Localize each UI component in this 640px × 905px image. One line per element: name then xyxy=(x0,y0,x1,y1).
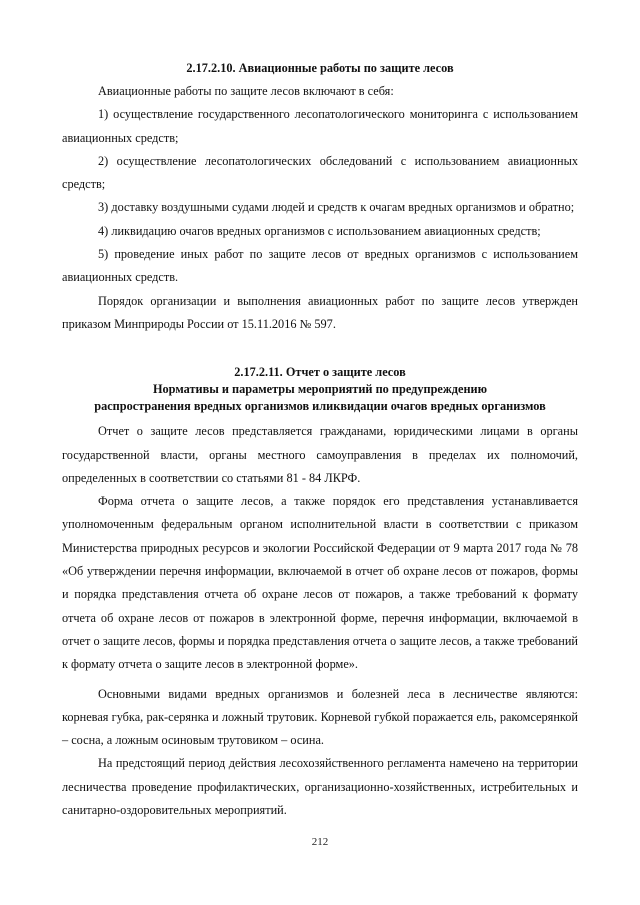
paragraph: Основными видами вредных организмов и болезней леса в лесничестве являются: корневая губка, рак-серянка и ложный трутовик. Корневой губкой поражается ель, ракомсерянкой – сосна, а ложным осиновым трутовиком – осина. xyxy=(62,686,578,748)
paragraph: Отчет о защите лесов представляется гражданами, юридическими лицами в органы государственной власти, органы местного самоуправления в пределах их полномочий, определенных в соответствии со статьями 81 - 84 ЛКРФ. xyxy=(62,424,578,485)
page-content xyxy=(62,60,578,822)
section-heading-aviation-works: 2.17.2.10. Авиационные работы по защите лесов xyxy=(186,61,454,75)
paragraph: Порядок организации и выполнения авиационных работ по защите лесов утвержден приказом Минприроды России от 15.11.2016 № 597. xyxy=(62,293,578,331)
list-item: 1) осуществление государственного лесопатологического мониторинга с использованием авиационных средств; xyxy=(62,107,578,145)
page-number: 212 xyxy=(311,836,329,848)
heading-line: Нормативы и параметры мероприятий по предупреждению xyxy=(152,382,488,397)
section-heading-forest-protection-report xyxy=(62,364,578,415)
heading-line: распространения вредных организмов иликвидации очагов вредных организмов xyxy=(94,399,546,414)
paragraph: На предстоящий период действия лесохозяйственного регламента намечено на территории лесничества проведение профилактических, организационно-хозяйственных, истребительных и санитарно-оздоровительных мероприятий. xyxy=(62,756,578,818)
list-item: 2) осуществление лесопатологических обследований с использованием авиационных средств; xyxy=(62,153,578,192)
list-item: 3) доставку воздушными судами людей и средств к очагам вредных организмов и обратно; xyxy=(98,200,575,215)
heading-line: 2.17.2.11. Отчет о защите лесов xyxy=(234,365,406,380)
paragraph: Авиационные работы по защите лесов включают в себя: xyxy=(98,84,394,98)
list-item: 5) проведение иных работ по защите лесов от вредных организмов с использованием авиационных средств. xyxy=(62,247,578,285)
paragraph: Форма отчета о защите лесов, а также порядок его представления устанавливается уполномоченным федеральным органом исполнительной власти в соответствии с приказом Министерства природных ресурсов и экологии Российской Федерации от 9 марта 2017 года № 78 «Об утверждении перечня информации, включаемой в отчет об охране лесов от пожаров, формы и порядка представления отчета об охране лесов от пожаров, а также требований к формату отчета об охране лесов от пожаров в электронной форме, перечня информации, включаемой в отчет о защите лесов, формы и порядка представления отчета о защите лесов, а также требований к формату отчета о защите лесов в электронной форме». xyxy=(62,494,578,672)
list-item: 4) ликвидацию очагов вредных организмов с использованием авиационных средств; xyxy=(98,223,541,238)
